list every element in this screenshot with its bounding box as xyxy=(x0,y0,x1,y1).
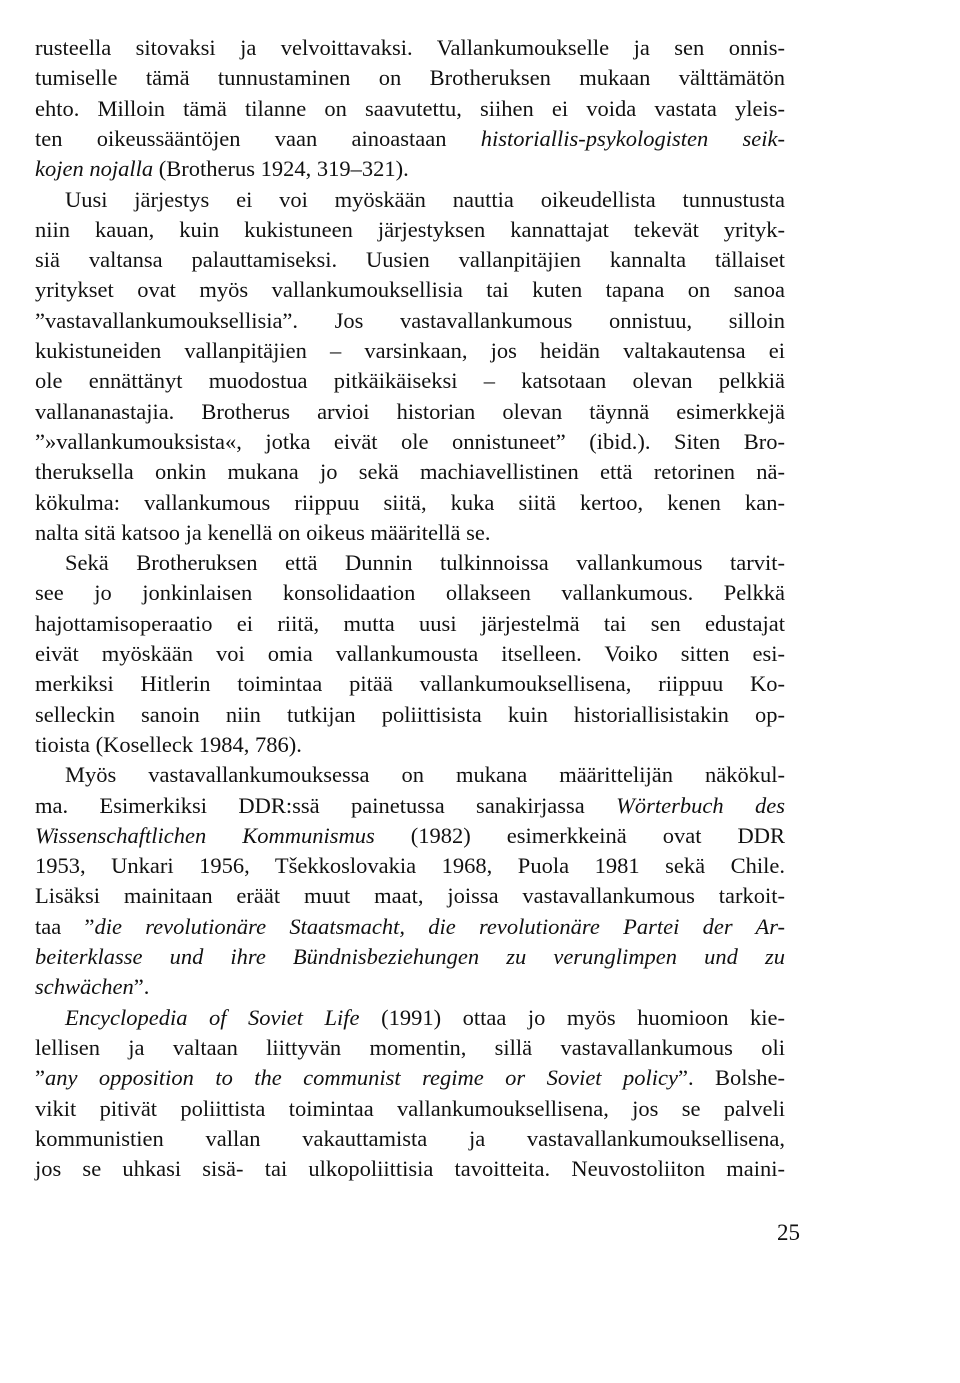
text-line xyxy=(35,972,785,1002)
text-line xyxy=(35,275,785,305)
text-segment: (Brotherus 1924, 319–321). xyxy=(153,156,409,182)
text-line xyxy=(35,1033,785,1063)
text-segment: ten oikeussääntöjen vaan ainoastaan xyxy=(35,125,481,151)
italic-text: Wörterbuch des xyxy=(616,792,785,818)
italic-text: historiallis-psykologisten seik- xyxy=(480,125,785,151)
text-line xyxy=(35,1003,785,1033)
text-segment: kukistuneiden vallanpitäjien – varsinkaan, jos heidän valtakautensa ei xyxy=(35,338,785,363)
text-segment: 1953, Unkari 1956, Tšekkoslovakia 1968, Puola 1981 sekä Chile. xyxy=(35,853,785,879)
text-line xyxy=(35,851,785,881)
text-line xyxy=(35,1154,785,1184)
text-segment: siä valtansa palauttamiseksi. Uusien vallanpitäjien kannalta tällaiset xyxy=(35,247,785,273)
text-line xyxy=(35,397,785,427)
text-line xyxy=(35,791,785,821)
text-line xyxy=(35,63,785,93)
text-line xyxy=(35,518,785,548)
text-segment: tioista (Koselleck 1984, 786). xyxy=(35,731,302,757)
italic-text: Wissenschaftlichen Kommunismus xyxy=(35,822,375,848)
text-segment: vikit pitivät poliittista toimintaa vallankumouksellisena, jos se palveli xyxy=(35,1095,785,1121)
text-segment: ehto. Milloin tämä tilanne on saavutettu, siihen ei voida vastata yleis- xyxy=(35,95,785,121)
text-line xyxy=(35,942,785,972)
text-segment: merkiksi Hitlerin toimintaa pitää vallankumouksellisena, riippuu Ko- xyxy=(35,671,785,697)
text-line xyxy=(35,548,785,578)
text-line xyxy=(35,821,785,851)
text-segment: selleckin sanoin niin tutkijan poliittisista kuin historiallisistakin op- xyxy=(35,701,785,727)
text-line xyxy=(35,366,785,396)
text-line xyxy=(35,306,785,336)
text-line xyxy=(35,457,785,487)
text-segment: (1982) esimerkkeinä ovat DDR xyxy=(374,822,785,848)
text-segment: Uusi järjestys ei voi myöskään nauttia oikeudellista tunnustusta xyxy=(65,186,785,212)
text-segment: kommunistien vallan vakauttamista ja vastavallankumouksellisena, xyxy=(35,1125,785,1151)
text-line xyxy=(35,669,785,699)
text-segment: ”. Bolshe- xyxy=(677,1065,785,1091)
text-segment: Lisäksi mainitaan eräät muut maat, joissa vastavallankumous tarkoit- xyxy=(35,883,785,909)
text-line xyxy=(35,124,785,154)
text-line xyxy=(35,1094,785,1124)
text-segment: Sekä Brotheruksen että Dunnin tulkinnoissa vallankumous tarvit- xyxy=(65,550,785,576)
text-segment: ”vastavallankumouksellisia”. Jos vastavallankumous onnistuu, silloin xyxy=(35,307,785,333)
italic-text: die revolutionäre Staatsmacht, die revolutionäre Partei der Ar- xyxy=(94,913,786,939)
text-line xyxy=(35,154,785,184)
text-line xyxy=(35,700,785,730)
italic-text: kojen nojalla xyxy=(35,156,154,182)
text-segment: theruksella onkin mukana jo sekä machiavellistinen että retorinen nä- xyxy=(35,459,785,485)
text-segment: ole ennättänyt muodostua pitkäikäiseksi – katsotaan olevan pelkkiä xyxy=(35,368,785,394)
text-segment: jos se uhkasi sisä- tai ulkopoliittisia tavoitteita. Neuvostoliiton maini- xyxy=(35,1156,785,1182)
text-segment: tumiselle tämä tunnustaminen on Brotheruksen mukaan välttämätön xyxy=(35,65,785,91)
text-line xyxy=(35,488,785,518)
text-line xyxy=(35,730,785,760)
text-segment: kökulma: vallankumous riippuu siitä, kuka siitä kertoo, kenen kan- xyxy=(35,489,785,515)
text-line xyxy=(35,427,785,457)
text-segment: ”. xyxy=(133,974,150,1000)
italic-text: beiterklasse und ihre Bündnisbeziehungen zu verunglimpen und zu xyxy=(35,944,785,969)
text-line xyxy=(35,760,785,790)
text-line xyxy=(35,1063,785,1093)
text-line xyxy=(35,245,785,275)
italic-text: Encyclopedia of Soviet Life xyxy=(65,1004,360,1030)
text-segment: eivät myöskään voi omia vallankumousta itselleen. Voiko sitten esi- xyxy=(35,641,785,666)
text-segment: Myös vastavallankumouksessa on mukana määrittelijän näkökul- xyxy=(65,762,785,788)
text-segment: niin kauan, kuin kukistuneen järjestyksen kannattajat tekevät yrityk- xyxy=(35,216,785,242)
italic-text: any opposition to the communist regime or Soviet policy xyxy=(45,1065,678,1091)
text-segment: see jo jonkinlaisen konsolidaation ollakseen vallankumous. Pelkkä xyxy=(35,580,785,606)
page-number: 25 xyxy=(777,1220,800,1245)
text-segment: ” xyxy=(35,1065,45,1091)
text-segment: yritykset ovat myös vallankumouksellisia tai kuten tapana on sanoa xyxy=(35,277,785,303)
italic-text: schwächen xyxy=(35,974,134,1000)
text-line xyxy=(35,609,785,639)
text-line xyxy=(35,912,785,942)
text-line xyxy=(35,881,785,911)
text-segment: ma. Esimerkiksi DDR:ssä painetussa sanakirjassa xyxy=(35,792,617,818)
text-line xyxy=(35,94,785,124)
text-segment: lellisen ja valtaan liittyvän momentin, sillä vastavallankumous oli xyxy=(35,1034,785,1060)
text-line xyxy=(35,33,785,63)
text-segment: vallananastajia. Brotherus arvioi historian olevan täynnä esimerkkejä xyxy=(35,398,785,424)
text-line xyxy=(35,639,785,669)
text-segment: (1991) ottaa jo myös huomioon kie- xyxy=(359,1004,785,1030)
text-line xyxy=(35,215,785,245)
text-segment: rusteella sitovaksi ja velvoittavaksi. Vallankumoukselle ja sen onnis- xyxy=(35,35,785,60)
text-line xyxy=(35,1124,785,1154)
text-line xyxy=(35,185,785,215)
text-segment: taa ” xyxy=(35,913,95,939)
text-segment: nalta sitä katsoo ja kenellä on oikeus määritellä se. xyxy=(35,519,491,545)
text-line xyxy=(35,336,785,366)
text-segment: ”»vallankumouksista«, jotka eivät ole onnistuneet” (ibid.). Siten Bro- xyxy=(35,428,785,454)
text-segment: hajottamisoperaatio ei riitä, mutta uusi järjestelmä tai sen edustajat xyxy=(35,610,785,636)
text-line xyxy=(35,578,785,608)
